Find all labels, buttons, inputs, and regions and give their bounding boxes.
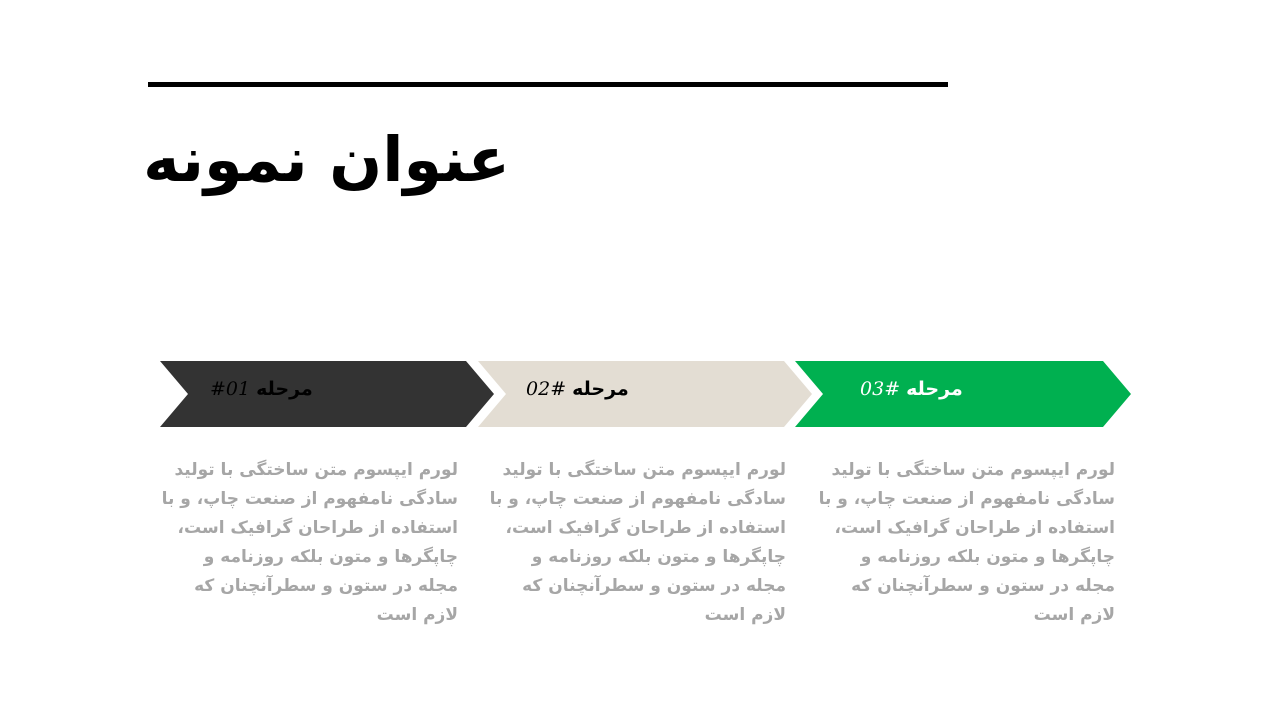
step-description-2: لورم ایپسوم متن ساختگی با تولید سادگی نامفهوم از صنعت چاپ، و با استفاده از طراحان گرافیک است، چاپگرها و متون بلکه روزنامه و مجله در ستون و سطرآنچنان که لازم است <box>489 460 786 625</box>
step-number-2: #02 <box>526 378 567 400</box>
chevron-shape-3 <box>795 361 1131 427</box>
step-label-2 <box>526 361 629 427</box>
step-word-1: مرحله <box>256 378 313 400</box>
step-chevron-3 <box>795 361 1131 427</box>
step-label-1 <box>210 361 313 427</box>
step-word-2: مرحله <box>572 378 629 400</box>
slide-title: عنوان نمونه <box>143 123 510 196</box>
step-number-3: #03 <box>860 378 901 400</box>
step-label-3 <box>860 361 963 427</box>
title-rule <box>148 82 948 87</box>
step-chevron-1 <box>160 361 494 427</box>
step-chevron-2 <box>478 361 812 427</box>
step-description-1: لورم ایپسوم متن ساختگی با تولید سادگی نامفهوم از صنعت چاپ، و با استفاده از طراحان گرافیک است، چاپگرها و متون بلکه روزنامه و مجله در ستون و سطرآنچنان که لازم است <box>161 460 458 625</box>
step-description-3: لورم ایپسوم متن ساختگی با تولید سادگی نامفهوم از صنعت چاپ، و با استفاده از طراحان گرافیک است، چاپگرها و متون بلکه روزنامه و مجله در ستون و سطرآنچنان که لازم است <box>818 460 1115 625</box>
step-number-1: #01 <box>210 378 251 400</box>
step-word-3: مرحله <box>906 378 963 400</box>
